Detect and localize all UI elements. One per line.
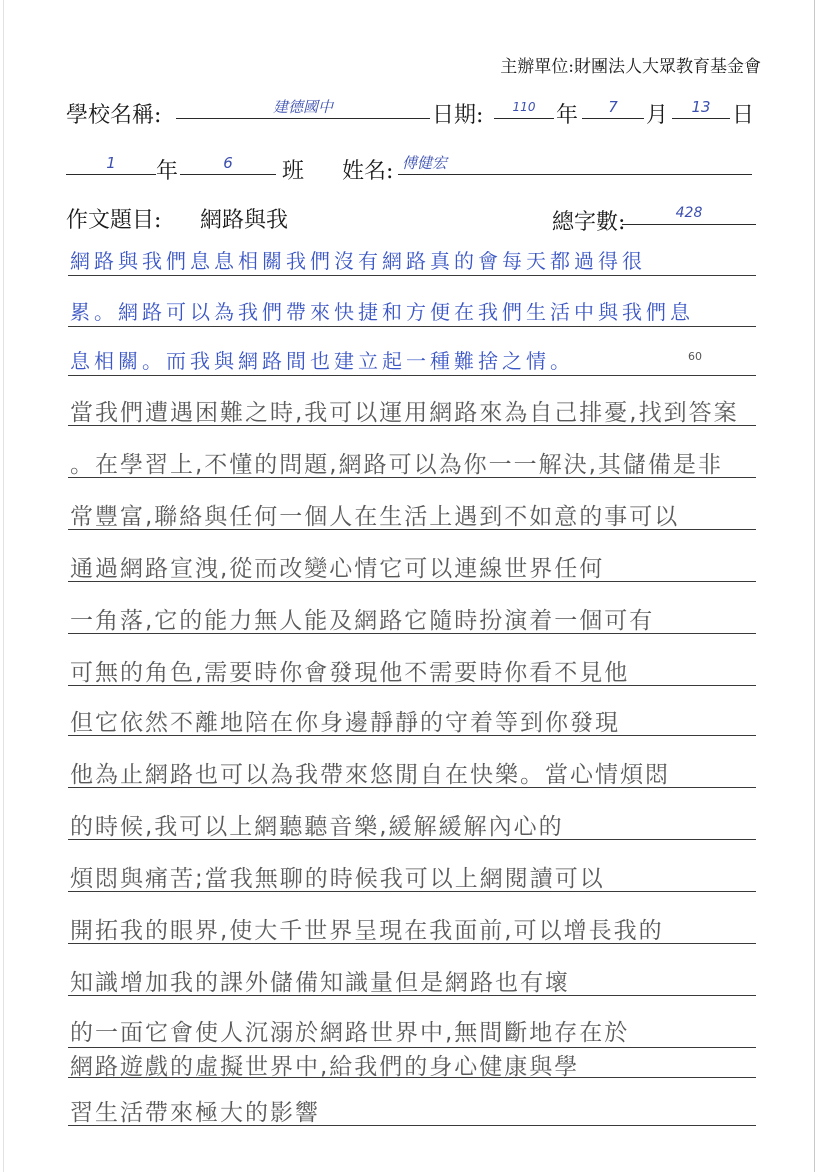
- page-edge-right: [814, 0, 815, 1172]
- essay-line: 。在學習上,不懂的問題,網路可以為你一一解決,其儲備是非: [70, 452, 723, 478]
- school-field: 建德國中: [176, 92, 430, 119]
- ruled-line: [68, 374, 756, 376]
- grade-field: 1: [66, 148, 156, 175]
- topic-value: 網路與我: [200, 208, 289, 233]
- name-label: 姓名:: [342, 159, 394, 184]
- month-unit: 月: [646, 103, 669, 128]
- essay-line: 可無的角色,需要時你會發現他不需要時你看不見他: [70, 660, 630, 686]
- class-unit: 班: [282, 159, 305, 184]
- class-field: 6: [180, 148, 276, 175]
- margin-note: 60: [688, 350, 702, 363]
- essay-line: 累。網路可以為我們帶來快捷和方便在我們生活中與我們息: [70, 300, 694, 324]
- page-edge-left: [3, 0, 4, 1172]
- essay-line: 的一面它會使人沉溺於網路世界中,無間斷地存在於: [70, 1020, 630, 1046]
- essay-line: 他為止網路也可以為我帶來悠閒自在快樂。當心情煩悶: [70, 762, 670, 788]
- date-label: 日期:: [432, 103, 484, 128]
- essay-line: 當我們遭遇困難之時,我可以運用網路來為自己排憂,找到答案: [70, 400, 739, 426]
- organizer-line: 主辦單位:財團法人大眾教育基金會: [500, 57, 761, 77]
- essay-line: 但它依然不離地陪在你身邊靜靜的守着等到你發現: [70, 710, 620, 736]
- school-label: 學校名稱:: [66, 103, 162, 128]
- essay-line: 開拓我的眼界,使大千世界呈現在我面前,可以增長我的: [70, 918, 664, 944]
- ruled-line: [68, 325, 756, 327]
- essay-line: 的時候,我可以上網聽聽音樂,緩解緩解內心的: [70, 814, 564, 840]
- essay-line: 一角落,它的能力無人能及網路它隨時扮演着一個可有: [70, 608, 655, 634]
- year-unit: 年: [556, 103, 579, 128]
- day-unit: 日: [732, 103, 755, 128]
- essay-line: 常豐富,聯絡與任何一個人在生活上遇到不如意的事可以: [70, 504, 680, 530]
- name-field: 傅健宏: [398, 148, 752, 175]
- month-field: 7: [582, 92, 644, 119]
- day-field: 13: [672, 92, 730, 119]
- essay-line: 息相關。而我與網路間也建立起一種難捨之情。: [70, 349, 574, 373]
- essay-line: 網路遊戲的虛擬世界中,給我們的身心健康與學: [70, 1054, 580, 1080]
- essay-line: 煩悶與痛苦;當我無聊的時候我可以上網閱讀可以: [70, 866, 605, 892]
- essay-line: 習生活帶來極大的影響: [70, 1100, 320, 1126]
- wordcount-label: 總字數:: [552, 210, 626, 235]
- year-field: 110: [494, 92, 554, 119]
- essay-line: 網路與我們息息相關我們沒有網路真的會每天都過得很: [70, 249, 646, 273]
- topic-label: 作文題目:: [66, 208, 162, 233]
- wordcount-field: 428: [622, 198, 756, 225]
- grade-unit: 年: [156, 159, 179, 184]
- ruled-line: [68, 274, 756, 276]
- essay-line: 知識增加我的課外儲備知識量但是網路也有壞: [70, 970, 570, 996]
- essay-line: 通過網路宣洩,從而改變心情它可以連線世界任何: [70, 556, 605, 582]
